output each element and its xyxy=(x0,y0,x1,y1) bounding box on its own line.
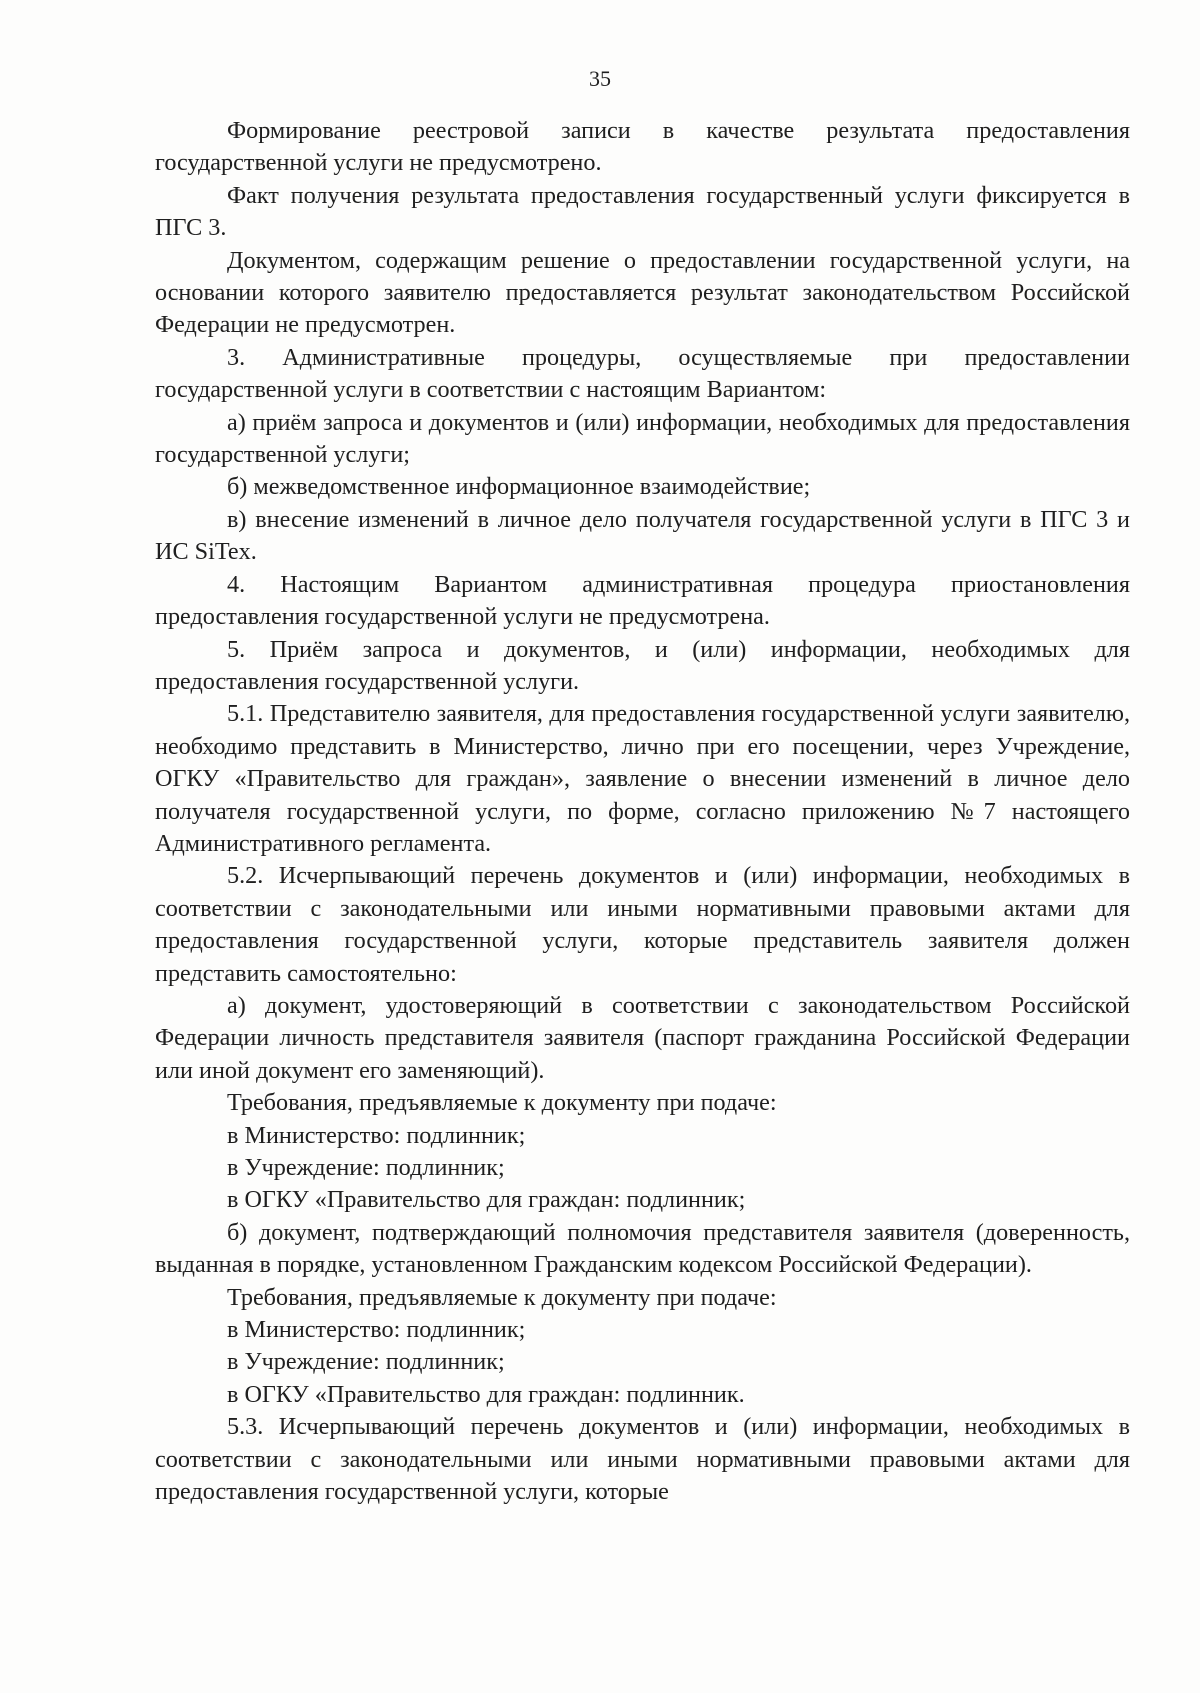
paragraph-section-5: 5. Приём запроса и документов, и (или) информации, необходимых для предоставления государственной услуги. xyxy=(155,635,1130,695)
requirement-ogku: в ОГКУ «Правительство для граждан: подлинник; xyxy=(227,1186,746,1214)
list-item-5-2a: а) документ, удостоверяющий в соответствии с законодательством Российской Федерации личность представителя заявителя (паспорт гражданина Российской Федерации или иной документ его заменяющий). xyxy=(155,991,1130,1084)
requirement-institution: в Учреждение: подлинник; xyxy=(227,1348,505,1376)
paragraph-section-4: 4. Настоящим Вариантом административная процедура приостановления предоставления государственной услуги не предусмотрена. xyxy=(155,570,1130,631)
list-item-3c: в) внесение изменений в личное дело получателя государственной услуги в ПГС 3 и ИС SiTex. xyxy=(155,505,1130,566)
paragraph-registry-record: Формирование реестровой записи в качестве результата предоставления государственной услуги не предусмотрено. xyxy=(155,117,1130,177)
requirements-heading: Требования, предъявляемые к документу при подаче: xyxy=(227,1283,777,1311)
paragraph-section-5-2: 5.2. Исчерпывающий перечень документов и (или) информации, необходимых в соответствии с законодательными или иными нормативными правовыми актами для предоставления государственной услуги, которые представитель заявителя должен представить самостоятельно: xyxy=(155,862,1130,987)
paragraph-section-3: 3. Административные процедуры, осуществляемые при предоставлении государственной услуги в соответствии с настоящим Вариантом: xyxy=(155,343,1130,404)
paragraph-decision-document: Документом, содержащим решение о предоставлении государственной услуги, на основании которого заявителю предоставляется результат законодательством Российской Федерации не предусмотрен. xyxy=(155,246,1130,339)
list-item-3a: а) приём запроса и документов и (или) информации, необходимых для предоставления государственной услуги; xyxy=(155,408,1130,469)
document-body xyxy=(155,115,1130,1508)
requirement-institution: в Учреждение: подлинник; xyxy=(227,1154,505,1181)
page-number: 35 xyxy=(589,66,611,91)
paragraph-section-5-1: 5.1. Представителю заявителя, для предоставления государственной услуги заявителю, необходимо представить в Министерство, лично при его посещении, через Учреждение, ОГКУ «Правительство для граждан», заявление о внесении изменений в личное дело получателя государственной услуги, по форме, согласно приложению №7 настоящего Административного регламента. xyxy=(155,700,1130,857)
list-item-5-2b: б) документ, подтверждающий полномочия представителя заявителя (доверенность, выданная в порядке, установленном Гражданским кодексом Российской Федерации). xyxy=(155,1218,1130,1279)
paragraph-result-fixation: Факт получения результата предоставления государственный услуги фиксируется в ПГС 3. xyxy=(155,181,1130,242)
requirements-heading: Требования, предъявляемые к документу при подаче: xyxy=(227,1089,777,1117)
list-item-3b: б) межведомственное информационное взаимодействие; xyxy=(227,473,811,501)
paragraph-section-5-3: 5.3. Исчерпывающий перечень документов и (или) информации, необходимых в соответствии с законодательными или иными нормативными правовыми актами для предоставления государственной услуги, которые xyxy=(155,1413,1130,1506)
requirement-ministry: в Министерство: подлинник; xyxy=(227,1121,526,1149)
requirement-ministry: в Министерство: подлинник; xyxy=(227,1316,526,1344)
requirement-ogku: в ОГКУ «Правительство для граждан: подлинник. xyxy=(227,1380,745,1408)
